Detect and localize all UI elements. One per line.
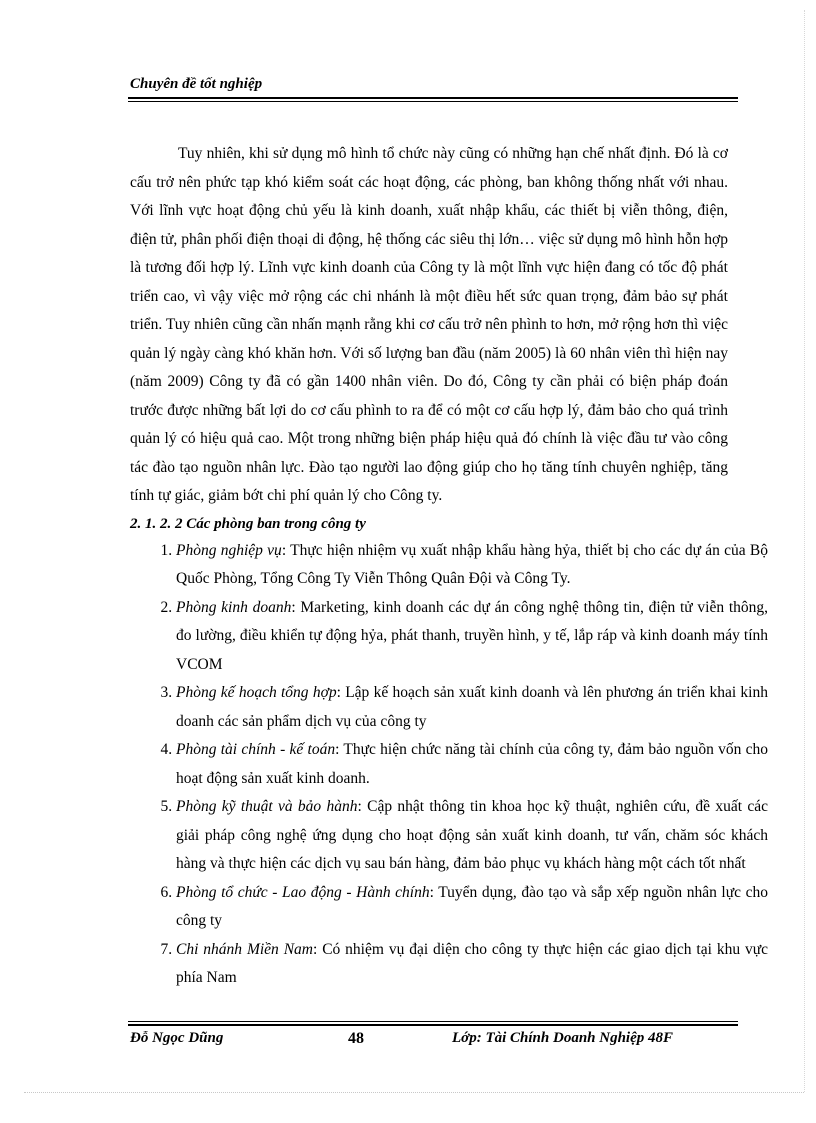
department-name: Phòng kinh doanh (176, 598, 292, 616)
department-name: Phòng kỹ thuật và bảo hành (176, 798, 358, 815)
footer-class-label: Lớp: Tài Chính Doanh Nghiệp 48F (452, 1030, 674, 1046)
header-rule-thick (128, 97, 738, 99)
department-description: : Thực hiện nhiệm vụ xuất nhập khẩu hàng hỷa, thiết bị cho các dự án của Bộ Quốc Phòng, Tổng Công Ty Viễn Thông Quân Đội và Công Ty. (176, 541, 768, 587)
list-item (176, 736, 768, 793)
department-description: : Thực hiện chức năng tài chính của công ty, đảm bảo nguồn vốn cho hoạt động sản xuất kinh doanh. (176, 741, 768, 787)
department-description: : Lập kế hoạch sản xuất kinh doanh và lên phương án triển khai kinh doanh các sản phẩm dịch vụ của công ty (176, 684, 768, 730)
list-item (176, 879, 768, 936)
page-edge-bottom (24, 1092, 804, 1093)
footer-rule-thick (128, 1024, 738, 1026)
list-item (176, 793, 768, 879)
department-description: : Tuyển dụng, đào tạo và sắp xếp nguồn nhân lực cho công ty (176, 883, 768, 929)
list-item (176, 594, 768, 680)
list-item (176, 537, 768, 594)
section-heading: 2. 1. 2. 2 Các phòng ban trong công ty (130, 515, 366, 532)
department-description: : Có nhiệm vụ đại diện cho công ty thực hiện các giao dịch tại khu vực phía Nam (176, 940, 768, 986)
footer-author: Đỗ Ngọc Dũng (130, 1030, 224, 1046)
page-header-title: Chuyên đề tốt nghiệp (130, 76, 263, 92)
department-description: : Marketing, kinh doanh các dự án công nghệ thông tin, điện tử viễn thông, đo lường, điều khiển tự động hỷa, phát thanh, truyền hình, y tế, lắp ráp và kinh doanh máy tính VCOM (176, 598, 769, 673)
department-list (130, 537, 768, 993)
page-body (130, 140, 769, 993)
footer-rule-thin (128, 1021, 738, 1022)
department-name: Phòng kế hoạch tổng hợp (176, 684, 337, 701)
page-edge-right (804, 10, 805, 1092)
department-name: Phòng tổ chức - Lao động - Hành chính (176, 883, 430, 901)
list-item (176, 936, 768, 993)
list-item (176, 679, 768, 736)
department-name: Phòng nghiệp vụ (176, 541, 282, 559)
header-rule-thin (128, 101, 738, 102)
footer-page-number: 48 (348, 1030, 364, 1047)
department-name: Chi nhánh Miền Nam (176, 940, 313, 958)
department-description: : Cập nhật thông tin khoa học kỹ thuật, nghiên cứu, đề xuất các giải pháp công nghệ ứng dụng cho hoạt động sản xuất kinh doanh, tư vấn, chăm sóc khách hàng và thực hiện các dịch vụ sau bán hàng, đảm bảo phục vụ khách hàng một cách tốt nhất (176, 798, 768, 872)
department-name: Phòng tài chính - kế toán (176, 741, 336, 758)
intro-paragraph: Tuy nhiên, khi sử dụng mô hình tổ chức này cũng có những hạn chế nhất định. Đó là cơ cấu trở nên phức tạp khó kiểm soát các hoạt động, các phòng, ban không thống nhất với nhau. Với lĩnh vực hoạt động chủ yếu là kinh doanh, xuất nhập khẩu, các thiết bị viễn thông, điện, điện tử, phân phối điện thoại di động, hệ thống các siêu thị lớn… việc sử dụng mô hình hỗn hợp là tương đối hợp lý. Lĩnh vực kinh doanh của Công ty là một lĩnh vực hiện đang có tốc độ phát triển cao, vì vậy việc mở rộng các chi nhánh là một điều hết sức quan trọng, đảm bảo sự phát triển. Tuy nhiên cũng cần nhấn mạnh rằng khi cơ cấu trở nên phình to hơn, mở rộng hơn thì việc quản lý ngày càng khó khăn hơn. Với số lượng ban đầu (năm 2005) là 60 nhân viên thì hiện nay (năm 2009) Công ty đã có gần 1400 nhân viên. Do đó, Công ty cần phải có biện pháp đoán trước được những bất lợi do cơ cấu phình to ra để có một cơ cấu hợp lý, đảm bảo cho quá trình quản lý có hiệu quả cao. Một trong những biện pháp hiệu quả đó chính là việc đầu tư vào công tác đào tạo nguồn nhân lực. Đào tạo người lao động giúp cho họ tăng tính chuyên nghiệp, tăng tính tự giác, giảm bớt chi phí quản lý cho Công ty. (130, 145, 729, 504)
